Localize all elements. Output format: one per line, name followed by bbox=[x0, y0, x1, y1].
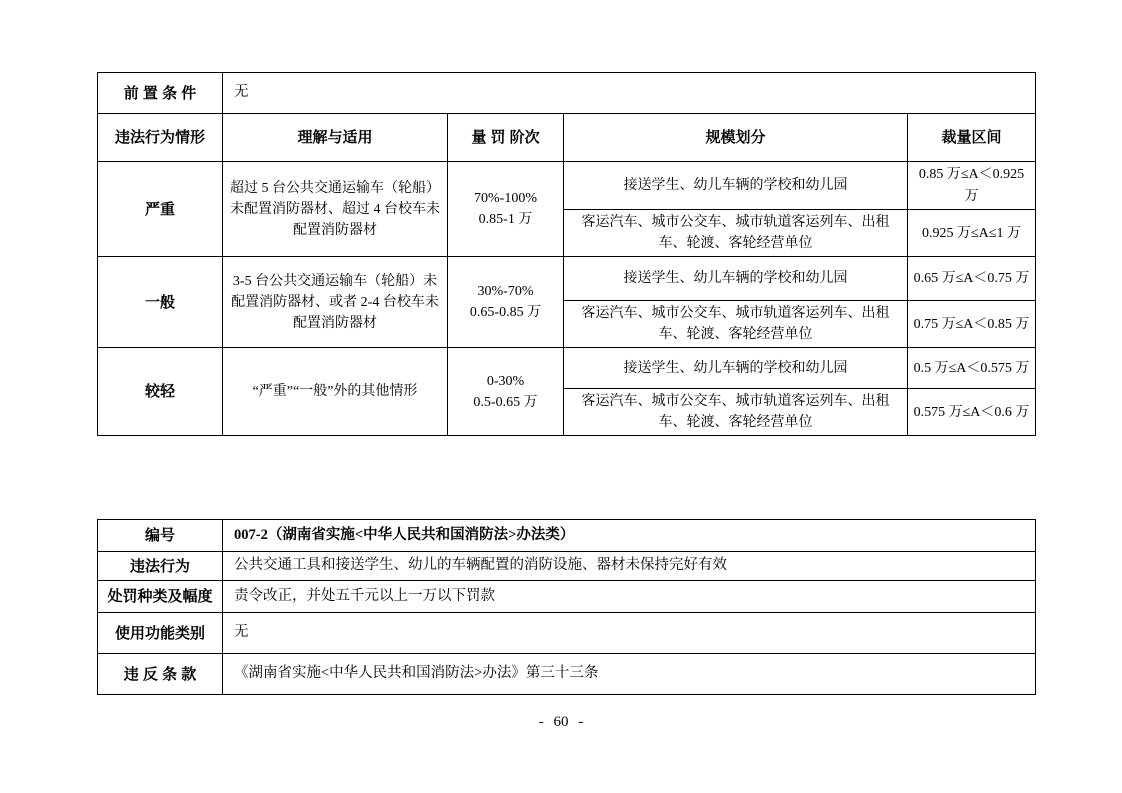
row-number bbox=[98, 520, 1036, 552]
range-general-transit: 0.75 万≤A＜0.85 万 bbox=[908, 301, 1036, 348]
severity-row-general bbox=[98, 257, 1036, 301]
range-minor-schools: 0.5 万≤A＜0.575 万 bbox=[908, 348, 1036, 389]
precondition-label: 前 置 条 件 bbox=[98, 73, 223, 114]
row-violation bbox=[98, 552, 1036, 581]
scale-minor-transit: 客运汽车、城市公交车、城市轨道客运列车、出租车、轮渡、客轮经营单位 bbox=[564, 389, 908, 436]
header-range: 裁量区间 bbox=[908, 114, 1036, 162]
range-severe-transit: 0.925 万≤A≤1 万 bbox=[908, 210, 1036, 257]
penalty-type-label: 处罚种类及幅度 bbox=[98, 581, 223, 613]
stage-general bbox=[448, 257, 564, 348]
scale-minor-schools: 接送学生、幼儿车辆的学校和幼儿园 bbox=[564, 348, 908, 389]
usage-category-label: 使用功能类别 bbox=[98, 613, 223, 654]
violation-info-table bbox=[97, 519, 1036, 695]
precondition-row bbox=[98, 73, 1036, 114]
header-stage: 量 罚 阶次 bbox=[448, 114, 564, 162]
header-scale: 规模划分 bbox=[564, 114, 908, 162]
stage-percent: 30%-70% bbox=[477, 284, 534, 300]
situation-minor: 较轻 bbox=[98, 348, 223, 436]
row-penalty-type bbox=[98, 581, 1036, 613]
range-general-schools: 0.65 万≤A＜0.75 万 bbox=[908, 257, 1036, 301]
severity-row-severe bbox=[98, 162, 1036, 210]
violated-clause-value: 《湖南省实施<中华人民共和国消防法>办法》第三十三条 bbox=[223, 654, 1036, 695]
row-usage-category bbox=[98, 613, 1036, 654]
violation-label: 违法行为 bbox=[98, 552, 223, 581]
stage-amount: 0.5-0.65 万 bbox=[473, 394, 538, 410]
stage-amount: 0.65-0.85 万 bbox=[469, 305, 542, 321]
severity-row-minor bbox=[98, 348, 1036, 389]
understanding-general: 3-5 台公共交通运输车（轮船）未配置消防器材、或者 2-4 台校车未配置消防器材 bbox=[223, 257, 448, 348]
stage-severe bbox=[448, 162, 564, 257]
violated-clause-label: 违 反 条 款 bbox=[98, 654, 223, 695]
understanding-severe: 超过 5 台公共交通运输车（轮船）未配置消防器材、超过 4 台校车未配置消防器材 bbox=[223, 162, 448, 257]
header-row bbox=[98, 114, 1036, 162]
understanding-minor: “严重”“一般”外的其他情形 bbox=[223, 348, 448, 436]
penalty-type-value: 责令改正，并处五千元以上一万以下罚款 bbox=[223, 581, 1036, 613]
page-number: - 60 - bbox=[538, 714, 584, 730]
situation-general: 一般 bbox=[98, 257, 223, 348]
number-value: 007-2（湖南省实施<中华人民共和国消防法>办法类） bbox=[223, 520, 1036, 552]
range-severe-schools: 0.85 万≤A＜0.925 万 bbox=[908, 162, 1036, 210]
stage-percent: 70%-100% bbox=[474, 191, 537, 207]
row-violated-clause bbox=[98, 654, 1036, 695]
situation-severe: 严重 bbox=[98, 162, 223, 257]
header-situation: 违法行为情形 bbox=[98, 114, 223, 162]
stage-minor bbox=[448, 348, 564, 436]
discretion-benchmark-table bbox=[97, 72, 1036, 436]
header-understanding: 理解与适用 bbox=[223, 114, 448, 162]
violation-value: 公共交通工具和接送学生、幼儿的车辆配置的消防设施、器材未保持完好有效 bbox=[223, 552, 1036, 581]
scale-severe-schools: 接送学生、幼儿车辆的学校和幼儿园 bbox=[564, 162, 908, 210]
number-label: 编号 bbox=[98, 520, 223, 552]
scale-severe-transit: 客运汽车、城市公交车、城市轨道客运列车、出租车、轮渡、客轮经营单位 bbox=[564, 210, 908, 257]
stage-percent: 0-30% bbox=[486, 373, 525, 389]
scale-general-schools: 接送学生、幼儿车辆的学校和幼儿园 bbox=[564, 257, 908, 301]
scale-general-transit: 客运汽车、城市公交车、城市轨道客运列车、出租车、轮渡、客轮经营单位 bbox=[564, 301, 908, 348]
precondition-value: 无 bbox=[223, 73, 1036, 114]
usage-category-value: 无 bbox=[223, 613, 1036, 654]
range-minor-transit: 0.575 万≤A＜0.6 万 bbox=[908, 389, 1036, 436]
stage-amount: 0.85-1 万 bbox=[478, 212, 533, 228]
